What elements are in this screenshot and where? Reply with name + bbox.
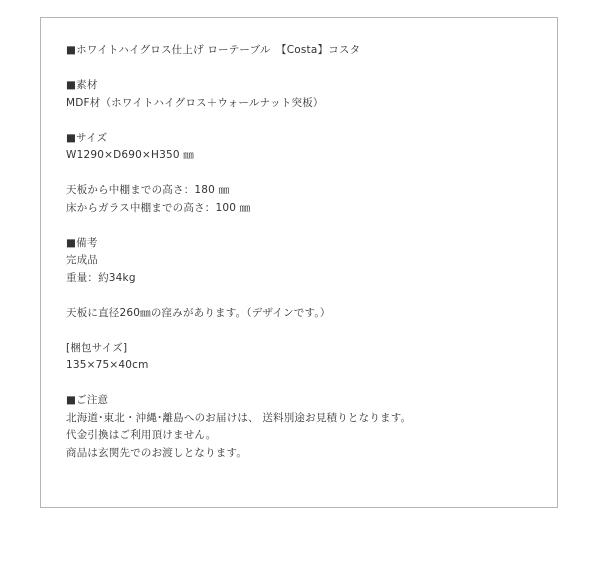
material-value: MDF材（ホワイトハイグロス＋ウォールナット突板）: [66, 96, 324, 109]
notes-weight: 重量：約34kg: [66, 271, 136, 284]
spacer: [66, 217, 557, 235]
material-heading: ■素材: [66, 79, 98, 91]
spacer: [66, 287, 557, 305]
shelf-height-floor: 床からガラス中棚までの高さ：100 ㎜: [66, 201, 251, 214]
spacer: [66, 60, 557, 78]
package-heading: [梱包サイズ]: [66, 341, 128, 354]
shelf-height-top: 天板から中棚までの高さ：180 ㎜: [66, 184, 230, 196]
size-dimensions: W1290×D690×H350 ㎜: [66, 149, 195, 161]
caution-heading: ■ご注意: [66, 394, 109, 406]
package-size: 135×75×40cm: [66, 359, 149, 371]
caution-delivery: 商品は玄関先でのお渡しとなります。: [66, 446, 248, 459]
caution-cod: 代金引換はご利用頂けません。: [66, 429, 217, 441]
spacer: [66, 322, 557, 340]
spacer: [66, 165, 557, 183]
size-heading: ■サイズ: [66, 131, 108, 144]
spacer: [66, 112, 557, 130]
notes-heading: ■備考: [66, 236, 98, 249]
product-title: ■ホワイトハイグロス仕上げ ローテーブル 【Costa】コスタ: [66, 44, 361, 56]
product-spec-box: [40, 17, 558, 508]
caution-shipping: 北海道･東北・沖縄･離島へのお届けは、 送料別途お見積りとなります。: [66, 411, 412, 424]
spacer: [66, 375, 557, 393]
notes-tabletop-recess: 天板に直径260㎜の窪みがあります。（デザインです。）: [66, 306, 331, 319]
notes-assembled: 完成品: [66, 254, 99, 266]
